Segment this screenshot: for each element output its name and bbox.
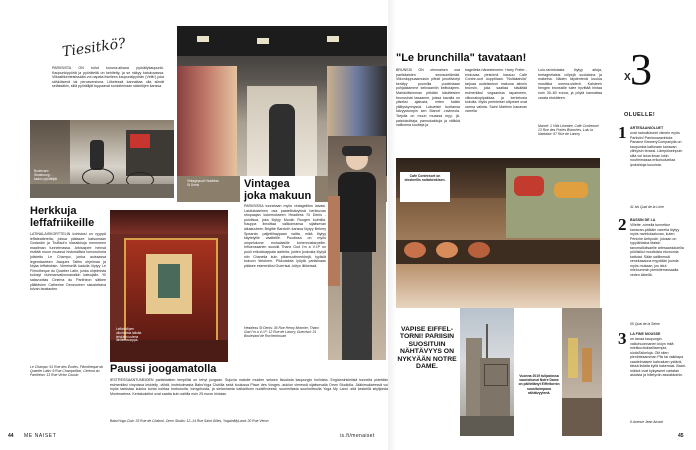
brunch-col3: Lulu-ravintolasta löytyy aitoja, bretagnelaisia cölpejä suolaisina ja makeina. Näden täydentenä kuulua mustikka omena-siiderit. Kahdeen hengen brunssille tulee hyvittää hintaa noin 30–60 euroa, ja pöytä kannattaa varata etukäteen.	[538, 68, 602, 100]
brunch-col1: BRUNSSI ON olennainen osa pariisilaisten seurauielämää. Viikonloppuaamuisin pitkät jonotiiviotyt kerätyy puomilla puoleistaan pohjaistamme kelinaamiin keittolajeen. Mahdollisimman pitkään käsitteisien brunssinat tasaanne, joissa kavalla on yliseksi ajatusta, miten kaikki yllätyskynnyssä. Lukuetsin tuuttansa kävyystumpin sen Marcel -ravinnola. Tarjolla on muun muassa myy- jä-paistokuittaja, pannukakkuja ja välikkä valikoima kuoiteja ja	[396, 68, 460, 128]
photo-person	[328, 136, 386, 360]
cinema-body: LATINALAISKORTTELIN kohistosi on ryyppä leffateattereita, joissa päässee katsomaan Godardin ja Truffaut'n klassikkoja mennneen maailman tunnelmassa. Arkisaipee heinsä esittää muun muassa historiallisia lumonuhmia julistettu Le Champo, jonka auissassa legendaarisen Jacques Taiths ohjelmaa ja kirjaa leffaboksin. Viereisellä kadulla löytyy Le Filmotheque du Quartier Latin, jonka ohjelmista kolosyt viuhmanvallonnanalkin katsojalle. Yli satavuotias Cinema du Panthéon sätkee yllättävien Catherine Deneuveen sisustettava tolvan taustaolen.	[30, 232, 106, 292]
top3-subtitle: OLUELLE!	[624, 112, 656, 118]
top3-item-3-body: on tanaa kaupungin valkohuonnanen kioyn mitä mielikuvituksellisempia oluitaTaikeluja. Olit siten pienihtesamman Pils tai vaikkapa vaadelmaisen kahvaluen ystävä, tässä listalta kyllä hakemasi. Baari-mikkot ovat kykyaseet vartatan asioista ja hiiletyviin assiakkoinin.	[630, 337, 686, 377]
notre-dame-caption: Vuonna 2019 tulipalossa vaurioitunut Notre Dame on päihittänyt Eiffeltornin suosituimpana nähtävyytenä.	[518, 374, 560, 395]
footer-page-right: 45	[678, 433, 684, 439]
top3-item-3-addr: 6 Avenue Jean Aicard	[630, 420, 663, 424]
photo-caption-shop: Vintagepuoti Headless St Denis	[187, 179, 219, 187]
top3-item-2-num: 2	[618, 215, 627, 234]
top3-big-number: 3	[630, 45, 652, 94]
footer-url: is.fi/menaiset	[340, 433, 375, 439]
notre-dame-headline: VAPISE EIFFEL-TORNI! PARIISIN SUOSITUIN NÄHTÄVYYS ON NYKYÄÄN NOTRE DAME.	[397, 326, 457, 371]
top3-item-3-title: LA FINE MOUSSE	[630, 332, 661, 336]
cinema-address: Le Champo: 51 Rue des Écoles, Filmothèque du Quartier Latin: 9 Rue Champollion, Cinéma du Panthéon: 13 Rue Victor Cousin	[30, 365, 104, 378]
top3-item-3-num: 3	[618, 329, 627, 348]
top3-item-1-num: 1	[618, 123, 627, 142]
photo-bar	[562, 308, 602, 436]
footer-page-left: 44	[8, 433, 14, 439]
vintage-address: Headless St Denis: 36 Rue Henry Monnier, Thanx God I'm a V.I.P: 12 Rue de Lancry, Guerrisol: 31 Boulevard de Rochechouart	[244, 326, 320, 339]
cinema-title: Herkkuja leffafriikeille	[30, 205, 95, 229]
photo-caption-cinema: Leffahollipen ulkomoista laitoita tehdään uutena lähitietosuoppa.	[116, 327, 142, 343]
intro-lead: PARIISISTA ON tullut korona-aikana pyöräilykaupunki. Kaupunkipyöriä ja pyöräteitä on kehitetty, ja se näkyy katukuvassa. Vilkasliikenteisissään voi napata itselleen kaupunkipyörän (Vélib') joka sähköisenä tai perusversiona. Liiketessä kannattaa olla silmät selässäkin, sillä pyöräilijät tuppaavat sooloilemaan sääntöjen kanssa.	[52, 66, 164, 89]
photo-caption-cyclists: Boulevard Strasbourg -kadun pyöräilijät	[34, 169, 58, 181]
top3-item-2-body: Villette -nimella tunnettun kanavan-pälkäin varrella löytyy myös ravintolaaluvan, kuten Péniche Antipodé, jolosan on rypylähtaloa iltaisin tanomalloitsaelle artesaanioluiella pöölisiksi muuttoisia ekonomia kattotat. Sään saillinessä venekasauna myydään juomia myös mukaan, jos istut mieluummin pienkiterrassaalla veden äärellä.	[630, 223, 684, 277]
photo-caption-bakery: Café Contresort on elosteellis noitahenkisen.	[404, 174, 446, 183]
photo-notre-dame	[460, 308, 514, 436]
intro-script-title: Tiesitkö?	[61, 35, 127, 61]
footer-magazine: ME NAISET	[24, 433, 57, 439]
photo-cyclists	[30, 120, 174, 198]
top3-item-1-addr: 41 bis Quai de la Loire	[630, 205, 664, 209]
yoga-title: Paussi joogamatolla	[110, 363, 217, 375]
top3-item-2-title: BASSIN DE LA	[630, 218, 656, 222]
vintage-body: PARIISISSA tunnetaan myös vintageliiton laivasi. Lasitulosteinen osa pastellisävyissä herkkuvan shopaajan kokemukseen Headless St Denis -puiolissa, joka löytyy Moulin Rougen kulmilla. Kauppa ilmoittaa valikoimansa sijaitsevan alkakuuteen Brigitte Bardot'n kanssa löytyy Britney Spearsin paljettihappaan valtta, mikä löytyy käytetyille vaatteille. Puodissa on myös ompelukone muhalaisille kohennustarpeille. Influenssarien suosiki Thanx God I'm a V.I.P on puoli erikoiskappala aarteita, joiden joukosta löytyä niin Chanelia kuin pikamuotimerkkejä, tyylisiä kokoon tietoinen. Pikkutalota lyöytä pariisinaan pääsee esimerkiksi Guerrisal -kötyn liikkeissä.	[244, 204, 326, 268]
top3-item-2-addr: 55 Quai de la Seine	[630, 322, 660, 326]
photo-cinema	[110, 210, 228, 362]
vintage-title: Vintagea joka makuun	[240, 176, 315, 202]
brunch-title: "Le brunchilla" tavataan!	[396, 52, 527, 64]
brunch-address: Marcel: 1 Villa Léandre, Café Contresort: 13 Rue des Portes Blanches, Lulu la Nantaise: 67 Rue de Lancry	[538, 124, 600, 137]
top3-item-1-body: ovat nainoituiseet viimein myös Pariisiin! Panimoaravintola Paname BreweryCompanylla on kaupunkia katkeaan kanavan viihtyisin terassi. Lämpöiseinpuin silta voi istua ilman lokin noutimmassa erikoisolueilaa ipokahtoja kuuoista.	[630, 131, 683, 167]
yoga-address: BaboYoga Club: 33 Rue de Chabrol, Omm Studio: 12–14 Rue Saint Gilles, YogaInMyLand: 20 Rue Véron	[110, 419, 269, 423]
photo-bakery	[396, 158, 600, 308]
top3-item-1-title: ARTESAANIOLUET	[630, 126, 664, 130]
yoga-body: IESTRESSAANTUNEIDEN pariisilaisten tempiliisi on tehyt joogaan. Sujuvia matoile muiden seksen lisuuksia kaupungin huiloista. Englanninkielisiä tunneita pidetään esimerkiksi vinyoissa leskielly -viihtä, instekolmasta BaboYoga Clubilla sekä kuulussa Place des Vosges -aukion vieressä sijaitsevalla Omm Studiolla. Jääkimukkeessä voi myös tarkistaa kuinka kohta kohtaa hurbukoita, tomyphosta, ja sielannanta kaikaitturin nudsfhvieesti, suurimitasta suurimittoolla Yoga My Land -sitä keskellä sitylijoista Montmartrea. Kertakokeilut ovat saatta kuin saitilla noin 25 euron hintaan.	[110, 378, 388, 396]
brunch-col2: bagelleita hänesteineen. Harry Potter -elokuvaa yleisömä hassuu Café Contre-sort -kupplilaan. "Noitakaivila" tarjoaa uudeisinkon makuna aiinnin brunsin, joka saatiaa siisältää esimerkiksi vegaanisia tapaimeen, viikunakupipakkaa ja kerketosia kokolta. Myös perinteiset cölpeset ovat varma valinta. Saint Martinin kanavan varrella	[465, 68, 527, 114]
top3-x-mark: X	[624, 72, 631, 83]
